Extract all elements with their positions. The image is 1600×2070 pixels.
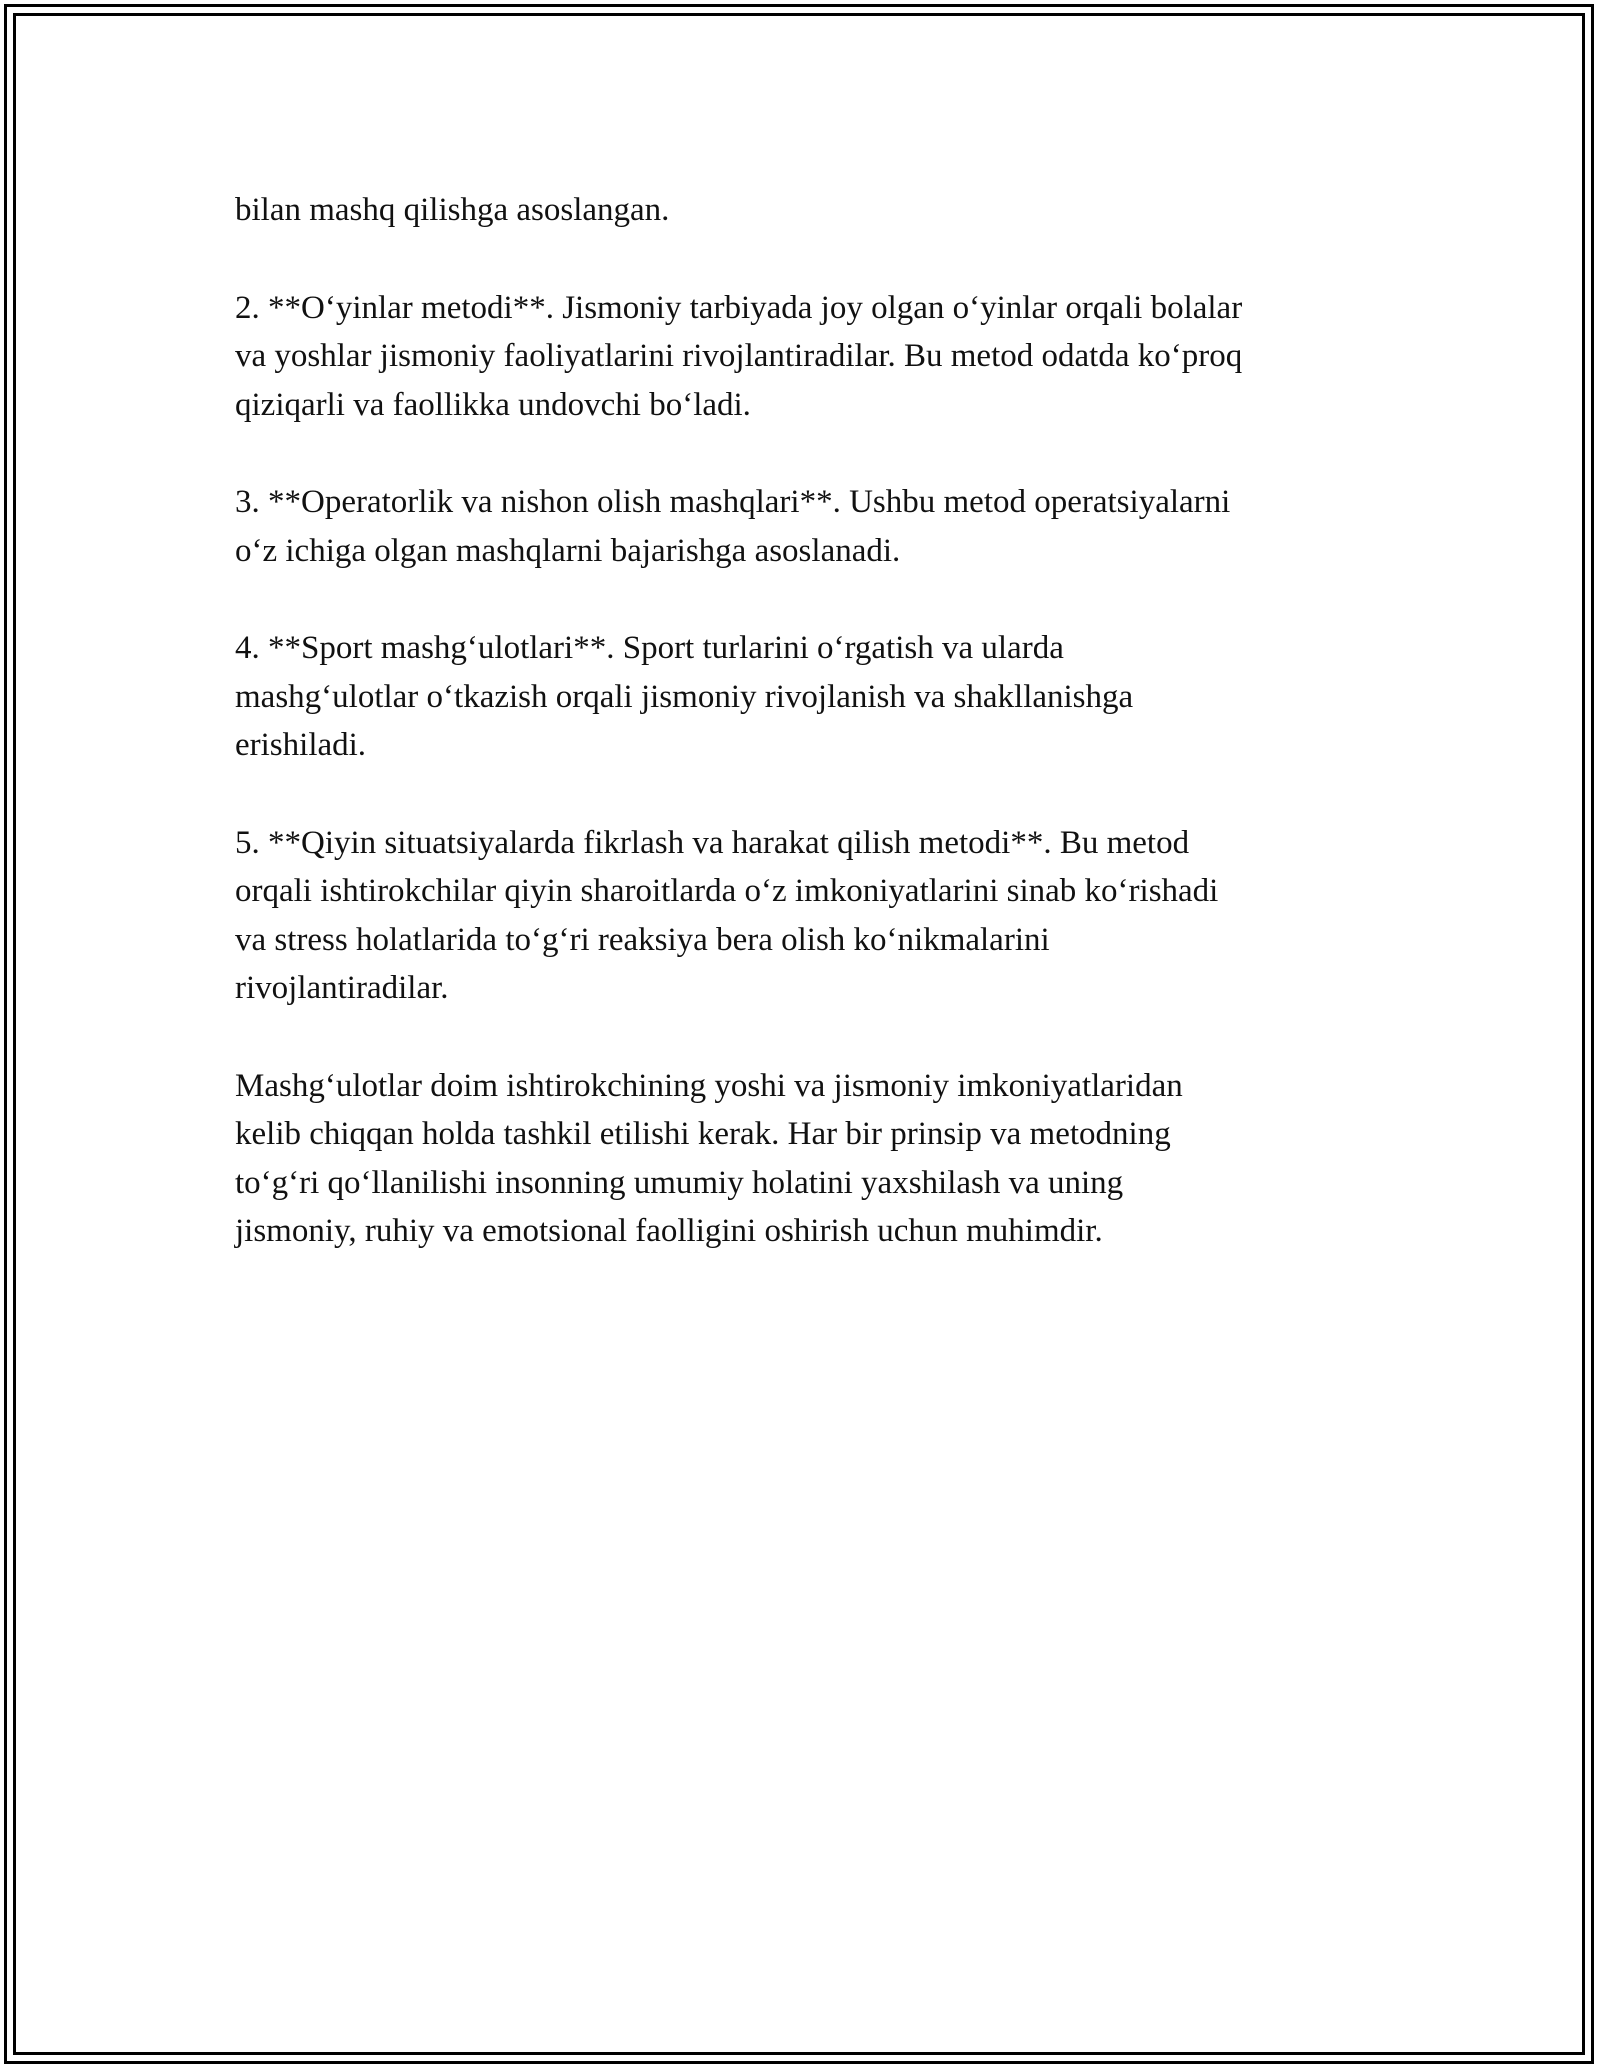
text-line: kelib chiqqan holda tashkil etilishi kerak. Har bir prinsip va metodning bbox=[235, 1116, 1171, 1152]
paragraph-method-3 bbox=[235, 478, 1385, 575]
text-line: orqali ishtirokchilar qiyin sharoitlarda oʻz imkoniyatlarini sinab koʻrishadi bbox=[235, 873, 1219, 909]
text-line: bilan mashq qilishga asoslangan. bbox=[235, 192, 670, 228]
text-line: mashgʻulotlar oʻtkazish orqali jismoniy rivojlanish va shakllanishga bbox=[235, 678, 1134, 715]
text-line: 5. **Qiyin situatsiyalarda fikrlash va harakat qilish metodi**. Bu metod bbox=[235, 824, 1190, 861]
text-line: erishiladi. bbox=[235, 727, 367, 763]
text-line: va stress holatlarida toʻgʻri reaksiya bera olish koʻnikmalarini bbox=[235, 921, 1050, 958]
paragraph-method-5 bbox=[235, 819, 1385, 1013]
text-line: 3. **Operatorlik va nishon olish mashqlari**. Ushbu metod operatsiyalarni bbox=[235, 484, 1231, 520]
text-line: rivojlantiradilar. bbox=[235, 970, 449, 1006]
document-body bbox=[235, 186, 1385, 1305]
text-line: va yoshlar jismoniy faoliyatlarini rivojlantiradilar. Bu metod odatda koʻproq bbox=[235, 338, 1243, 374]
paragraph-method-4 bbox=[235, 624, 1385, 770]
text-line: 4. **Sport mashgʻulotlari**. Sport turlarini oʻrgatish va ularda bbox=[235, 630, 1064, 666]
text-line: 2. **Oʻyinlar metodi**. Jismoniy tarbiyada joy olgan oʻyinlar orqali bolalar bbox=[235, 289, 1243, 326]
paragraph-conclusion bbox=[235, 1062, 1385, 1256]
text-line: Mashgʻulotlar doim ishtirokchining yoshi va jismoniy imkoniyatlaridan bbox=[235, 1067, 1183, 1104]
text-line: oʻz ichiga olgan mashqlarni bajarishga asoslanadi. bbox=[235, 532, 901, 569]
text-line: qiziqarli va faollikka undovchi boʻladi. bbox=[235, 386, 751, 423]
text-line: toʻgʻri qoʻllanilishi insonning umumiy holatini yaxshilash va uning bbox=[235, 1164, 1124, 1201]
paragraph-method-2 bbox=[235, 284, 1385, 430]
text-line: jismoniy, ruhiy va emotsional faolligini oshirish uchun muhimdir. bbox=[235, 1213, 1103, 1249]
paragraph-continuation bbox=[235, 186, 1385, 235]
